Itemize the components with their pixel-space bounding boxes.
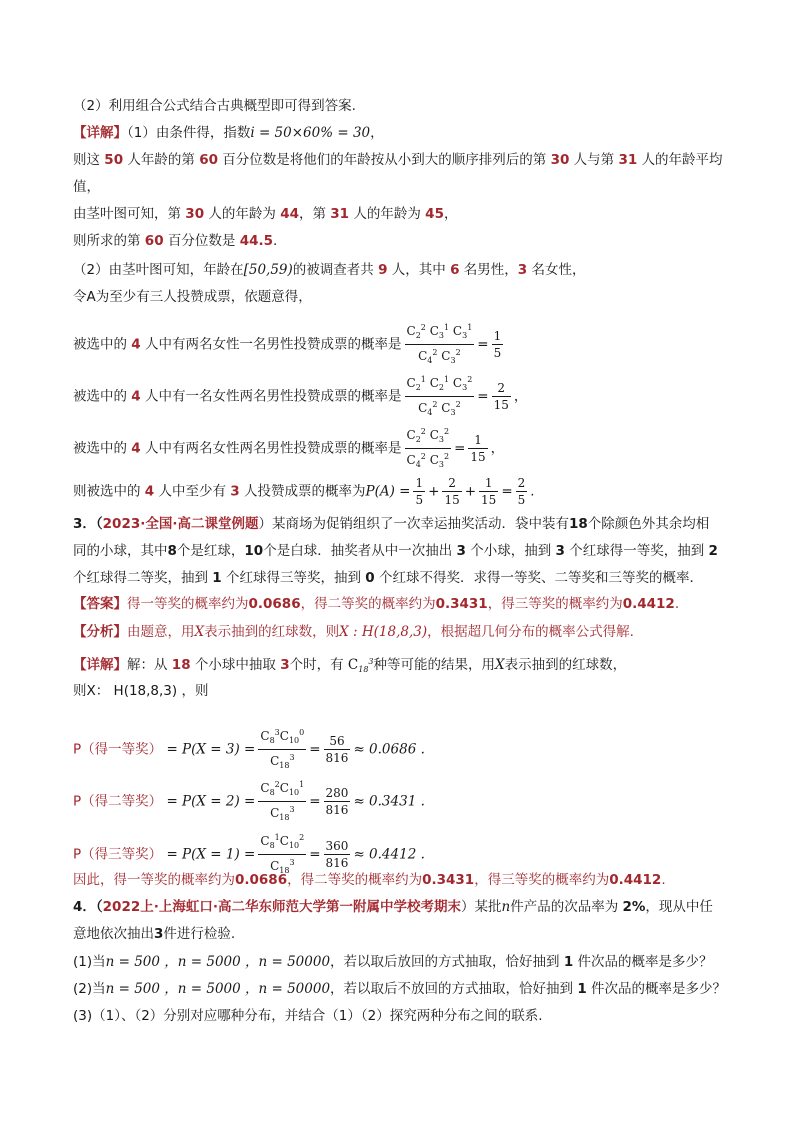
- solution-line-7: 令A为至少有三人投赞成票，依题意得，: [73, 289, 312, 305]
- solution-line-4: 由茎叶图可知，第 30 人的年龄为 44，第 31 人的年龄为 45，: [73, 206, 458, 222]
- solution-line-3: 值，: [73, 179, 100, 195]
- part2-analysis: （2）利用组合公式结合古典概型即可得到答案.: [73, 98, 356, 114]
- analysis-tag: 【分析】: [73, 624, 127, 640]
- question-source: 2023·全国·高二课堂例题: [102, 516, 259, 532]
- detail-line-1: 【详解】解：从 18 个小球中抽取 3个时，有 $C_{18}^3$种等可能的结果，用X表示抽到的红球数，: [73, 657, 627, 674]
- analysis-line: 【分析】由题意，用X表示抽到的红球数，则X : H(18,8,3)，根据超几何分布的概率公式得解.: [73, 624, 634, 640]
- answer-line: 【答案】得一等奖的概率约为0.0686，得二等奖的概率约为0.3431，得三等奖的概率约为0.4412.: [73, 596, 680, 612]
- question-source: 2022上·上海虹口·高二华东师范大学第一附属中学校考期末: [102, 899, 461, 915]
- detail-line-2: 则X： H(18,8,3) ，则: [73, 683, 209, 699]
- solution-line-2: 则这 50 人年龄的第 60 百分位数是将他们的年龄按从小到大的顺序排列后的第 30 人与第 31 人的年龄平均: [73, 152, 723, 168]
- combination-fraction: $\frac{C_2^2 C_3^1 C_3^1}{C_4^2 C_3^2}$: [405, 320, 475, 369]
- solution-line-6: （2）由茎叶图可知，年龄在[50,59)的被调查者共 9 人，其中 6 名男性，3 名女性，: [73, 262, 586, 278]
- question-4-part-2: (2)当n = 500 ，n = 5000 ，n = 50000，若以取后不放回的方式抽取，恰好抽到 1 件次品的概率是多少？: [73, 981, 727, 997]
- result-fraction: $\frac{1}{5}$: [493, 329, 502, 360]
- question-4-part-1: (1)当n = 500 ，n = 5000 ，n = 50000，若以取后放回的方式抽取，恰好抽到 1 件次品的概率是多少？: [73, 954, 713, 970]
- equation-third-prize: P（得三等奖） = P(X = 1) = $\frac{C_8^1C_{10}^2}{C_{18}^3}$ = $\frac{360}{816}$ ≈ 0.4412 .: [73, 830, 425, 879]
- solution-line-5: 则所求的第 60 百分位数是 44.5.: [73, 233, 278, 249]
- combination-fraction: $\frac{C_2^1 C_2^1 C_3^2}{C_4^2 C_3^2}$: [405, 372, 475, 421]
- detail-tag: 【详解】: [73, 657, 127, 673]
- prob-line-2: 被选中的 4 人中有一名女性两名男性投赞成票的概率是 $\frac{C_2^1 C_2^1 C_3^2}{C_4^2 C_3^2}$ = $\frac{2}{15}$ ，: [73, 372, 527, 421]
- prob-line-4: 则被选中的 4 人中至少有 3 人投赞成票的概率为P(A) = $\frac{1}{5}$ + $\frac{2}{15}$ + $\frac{1}{15}$ = $\frac{2}{5}$ .: [73, 476, 535, 507]
- result-fraction: $\frac{2}{15}$: [493, 381, 509, 412]
- prob-line-1: 被选中的 4 人中有两名女性一名男性投赞成票的概率是 $\frac{C_2^2 C_3^1 C_3^1}{C_4^2 C_3^2}$ = $\frac{1}{5}$: [73, 320, 506, 369]
- combination-fraction: $\frac{C_2^2 C_3^2}{C_4^2 C_3^2}$: [405, 424, 452, 473]
- result-fraction: $\frac{1}{15}$: [470, 433, 486, 464]
- equation-first-prize: P（得一等奖） = P(X = 3) = $\frac{C_8^3C_{10}^0}{C_{18}^3}$ = $\frac{56}{816}$ ≈ 0.0686 .: [73, 725, 425, 774]
- solution-line-1: 【详解】（1）由条件得，指数i = 50×60% = 30，: [73, 125, 384, 141]
- question-3-line-1: 3．（2023·全国·高二课堂例题）某商场为促销组织了一次幸运抽奖活动．袋中装有18个除颜色外其余均相: [73, 516, 710, 532]
- question-4-line-1: 4．（2022上·上海虹口·高二华东师范大学第一附属中学校考期末）某批n件产品的次品率为 2%，现从中任: [73, 899, 713, 915]
- equation-second-prize: P（得二等奖） = P(X = 2) = $\frac{C_8^2C_{10}^1}{C_{18}^3}$ = $\frac{280}{816}$ ≈ 0.3431 .: [73, 777, 425, 826]
- prob-line-3: 被选中的 4 人中有两名女性两名男性投赞成票的概率是 $\frac{C_2^2 C_3^2}{C_4^2 C_3^2}$ = $\frac{1}{15}$ ，: [73, 424, 504, 473]
- answer-tag: 【答案】: [73, 596, 127, 612]
- conclusion-line: 因此，得一等奖的概率约为0.0686，得二等奖的概率约为0.3431，得三等奖的概率约为0.4412.: [73, 872, 666, 888]
- detail-tag: 【详解】: [73, 125, 127, 141]
- question-4-line-2: 意地依次抽出3件进行检验.: [73, 926, 236, 942]
- question-4-part-3: (3)（1）、（2）分别对应哪种分布，并结合（1）（2）探究两种分布之间的联系.: [73, 1008, 543, 1024]
- question-3-line-2: 同的小球，其中8个是红球，10个是白球．抽奖者从中一次抽出 3 个小球，抽到 3 个红球得一等奖，抽到 2: [73, 543, 718, 559]
- question-3-line-3: 个红球得二等奖，抽到 1 个红球得三等奖，抽到 0 个红球不得奖．求得一等奖、二等奖和三等奖的概率．: [73, 570, 703, 586]
